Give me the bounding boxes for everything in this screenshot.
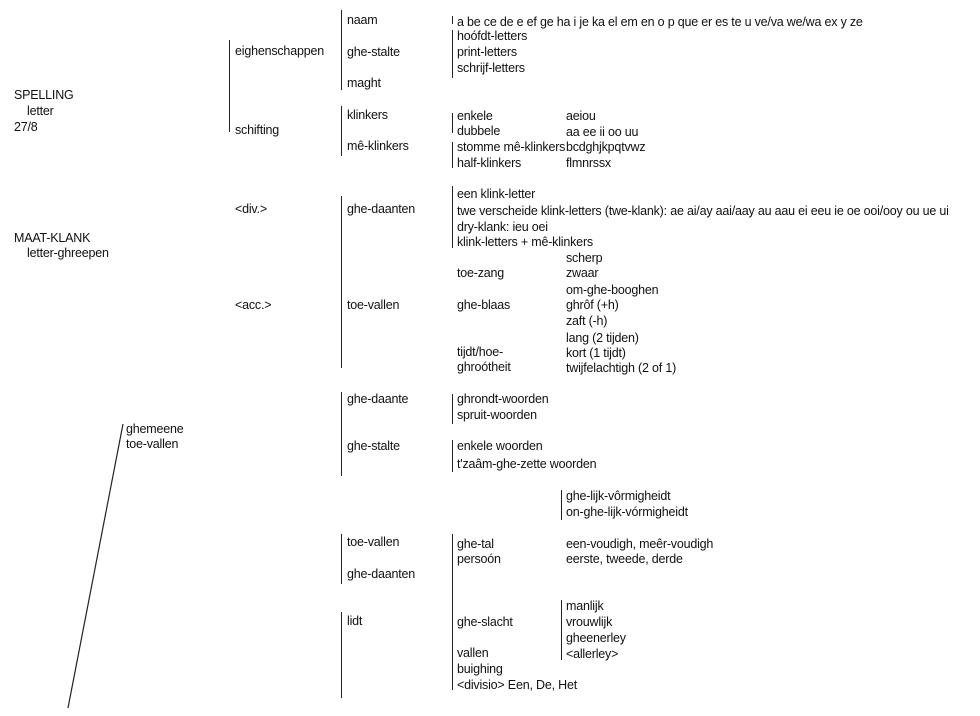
label-klinkers: klinkers [347, 108, 388, 122]
bracket-schifting [341, 106, 342, 156]
bracket-naam [452, 16, 453, 24]
label-aa-ee: aa ee ii oo uu [566, 125, 639, 139]
label-dubbele: dubbele [457, 124, 501, 138]
label-letter-ghreepen: letter-ghreepen [27, 246, 109, 260]
label-alphabet: a be ce de e ef ge ha i je ka el em en o p que er es te u ve/va we/wa ex y ze [457, 15, 863, 29]
label-tijdt-hoe: tijdt/hoe- [457, 345, 503, 359]
label-ghe-blaas: ghe-blaas [457, 298, 511, 312]
label-ghe-daanten-2: ghe-daanten [347, 567, 416, 581]
bracket-ghemeene-1 [341, 392, 342, 476]
label-me-klinkers: mê-klinkers [347, 139, 409, 153]
bracket-klinkers [452, 113, 453, 133]
label-flmn: flmnrssx [566, 156, 611, 170]
label-letter: letter [27, 104, 54, 118]
bracket-me-klinkers [452, 142, 453, 168]
bracket-vormigheidt [561, 490, 562, 520]
label-lang: lang (2 tijden) [566, 331, 639, 345]
label-half-klinkers: half-klinkers [457, 156, 522, 170]
label-naam: naam [347, 13, 378, 27]
label-maat-klank: MAAT-KLANK [14, 231, 91, 245]
label-zwaar: zwaar [566, 266, 599, 280]
label-schifting: schifting [235, 123, 280, 137]
label-klink-plus: klink-letters + mê-klinkers [457, 235, 593, 249]
label-vallen: vallen [457, 646, 489, 660]
label-schrijf-letters: schrijf-letters [457, 61, 525, 75]
label-twijfel: twijfelachtigh (2 of 1) [566, 361, 677, 375]
label-twe-klank: twe verscheide klink-letters (twe-klank): ae ai/ay aai/aay au aau ei eeu ie oe ooi/ooy ou ue ui [457, 204, 949, 218]
label-manlijk: manlijk [566, 599, 604, 613]
label-een-klink: een klink-letter [457, 187, 536, 201]
label-dry-klank: dry-klank: ieu oei [457, 220, 548, 234]
label-ghe-slacht: ghe-slacht [457, 615, 513, 629]
label-ghe-stalte-1: ghe-stalte [347, 45, 400, 59]
label-stomme: stomme mê-klinkers [457, 140, 566, 154]
label-maght: maght [347, 76, 381, 90]
diagonal-line [68, 424, 123, 708]
bracket-spelling [229, 40, 230, 132]
label-ghe-stalte-2: ghe-stalte [347, 439, 400, 453]
label-eighenschappen: eighenschappen [235, 44, 324, 58]
label-gheenerley: gheenerley [566, 631, 626, 645]
label-toe-vallen-2: toe-vallen [347, 535, 400, 549]
label-spruit-woorden: spruit-woorden [457, 408, 537, 422]
label-toe-zang: toe-zang [457, 266, 505, 280]
label-spelling: SPELLING [14, 88, 74, 102]
label-vrouwlijk: vrouwlijk [566, 615, 613, 629]
label-persoon: persoón [457, 552, 501, 566]
label-ghe-tal: ghe-tal [457, 537, 494, 551]
label-aeiou: aeiou [566, 109, 596, 123]
bracket-toe-vallen [341, 534, 342, 584]
label-div: <div.> [235, 202, 267, 216]
label-divisio: <divisio> Een, De, Het [457, 678, 577, 692]
label-on-ghe-lijk: on-ghe-lijk-vórmigheidt [566, 505, 688, 519]
label-ghrof: ghrôf (+h) [566, 298, 619, 312]
label-bcdg: bcdghjkpqtvwz [566, 140, 646, 154]
label-eerste: eerste, tweede, derde [566, 552, 683, 566]
label-allerley: <allerley> [566, 647, 619, 661]
label-enkele-woorden: enkele woorden [457, 439, 543, 453]
label-toe-vallen-root: toe-vallen [126, 437, 179, 451]
label-buighing: buighing [457, 662, 503, 676]
label-ghe-lijk: ghe-lijk-vôrmigheidt [566, 489, 671, 503]
label-toe-vallen-1: toe-vallen [347, 298, 400, 312]
label-acc: <acc.> [235, 298, 272, 312]
label-hoofdt-letters: hoófdt-letters [457, 29, 528, 43]
label-kort: kort (1 tijdt) [566, 346, 626, 360]
label-tzaam: t'zaâm-ghe-zette woorden [457, 457, 597, 471]
bracket-ghe-stalte [452, 30, 453, 78]
bracket-ghe-stalte-2 [452, 440, 453, 472]
bracket-eighenschappen [341, 10, 342, 90]
bracket-ghe-daante [452, 394, 453, 424]
bracket-ghe-daanten [452, 186, 453, 248]
label-ghrondt-woorden: ghrondt-woorden [457, 392, 549, 406]
label-print-letters: print-letters [457, 45, 517, 59]
label-ghe-daante-2: ghe-daante [347, 392, 409, 406]
label-zaft: zaft (-h) [566, 314, 608, 328]
label-ghe-daanten-1: ghe-daanten [347, 202, 416, 216]
label-voudigh: een-voudigh, meêr-voudigh [566, 537, 714, 551]
bracket-lidt [341, 612, 342, 698]
label-ghemeene: ghemeene [126, 422, 184, 436]
bracket-ghe-slacht [561, 600, 562, 660]
label-om-ghe-booghen: om-ghe-booghen [566, 283, 659, 297]
bracket-div-acc [341, 196, 342, 368]
label-enkele: enkele [457, 109, 493, 123]
label-lidt: lidt [347, 614, 363, 628]
label-ghrootheit: ghroótheit [457, 360, 511, 374]
bracket-toe-vallen-2 [452, 534, 453, 690]
label-ref: 27/8 [14, 120, 38, 134]
label-scherp: scherp [566, 251, 603, 265]
